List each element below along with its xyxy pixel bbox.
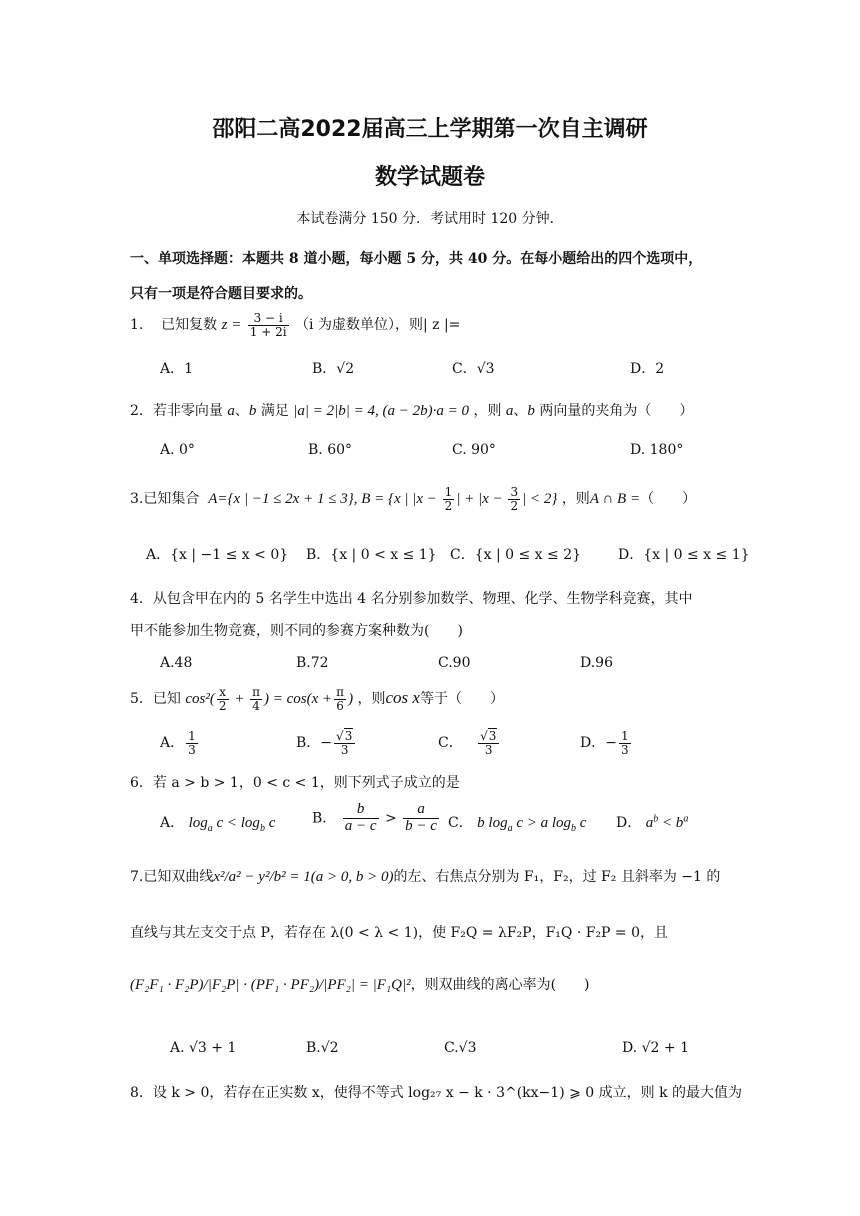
q5-option-b[interactable]: B．− $\frac{√3}{3}$	[296, 730, 357, 756]
fraction: $\frac{3 - i}{1 + 2i}$	[249, 311, 287, 339]
question-5: 5．已知 cos²( $\frac{x}{2}$ + $\frac{\pi}{4}$ ) = cos(x + $\frac{\pi}{6}$ ) ，则cos x等于（ ）	[130, 685, 504, 713]
exam-info: 本试卷满分 150 分．考试用时 120 分钟．	[296, 211, 564, 227]
question-7-line1: 7.已知双曲线x²/a² − y²/b² = 1(a > 0, b > 0)的左、右焦点分别为 F₁，F₂，过 F₂ 且斜率为 −1 的	[130, 869, 721, 885]
q6-option-b[interactable]: B． $\frac{b}{a - c}$ > $\frac{a}{b - c}$	[312, 801, 437, 834]
question-7-line2: 直线与其左支交于点 P，若存在 λ(0 < λ < 1)，使 F₂Q = λF₂P，F₁Q · F₂P = 0，且	[130, 925, 669, 941]
q2-option-d[interactable]: D. 180°	[630, 442, 684, 458]
q1-option-b[interactable]: B．√2	[312, 361, 355, 377]
q2-option-c[interactable]: C. 90°	[452, 442, 496, 458]
q5-option-a[interactable]: A． $\frac{1}{3}$	[160, 729, 196, 757]
q7-option-b[interactable]: B.√2	[306, 1040, 339, 1056]
section-heading-line2: 只有一项是符合题目要求的。	[130, 286, 312, 302]
q3-option-a[interactable]: A．{x | −1 ≤ x < 0}	[146, 547, 289, 563]
q2-option-b[interactable]: B. 60°	[308, 442, 353, 458]
q3-option-d[interactable]: D．{x | 0 ≤ x ≤ 1}	[618, 547, 750, 563]
exam-title: 邵阳二高2022届高三上学期第一次自主调研	[212, 117, 648, 142]
q4-option-d[interactable]: D.96	[580, 655, 613, 671]
q4-option-a[interactable]: A.48	[160, 655, 193, 671]
q7-option-c[interactable]: C.√3	[444, 1040, 477, 1056]
q5-option-c[interactable]: C． $\frac{√3}{3}$	[438, 730, 501, 756]
question-1: 1. 已知复数 z = $\frac{3 - i}{1 + 2i}$ （i 为虚数单位），则| z |=	[130, 311, 461, 339]
q4-option-b[interactable]: B.72	[296, 655, 329, 671]
q6-option-d[interactable]: D． $a^b < b^a$	[616, 813, 689, 831]
question-6: 6．若 a > b > 1，0 < c < 1，则下列式子成立的是	[130, 775, 460, 791]
q6-option-a[interactable]: A． $\log_a c < \log_b c$	[160, 815, 276, 834]
q1-option-a[interactable]: A．1	[160, 361, 194, 377]
question-7-line3: (F₂F₁ · F₂P)/|F₂P| · (PF₁ · PF₂)/|PF₂| = |F₁Q|²，则双曲线的离心率为( )	[130, 977, 590, 993]
q7-option-a[interactable]: A. √3 + 1	[170, 1040, 237, 1056]
q4-option-c[interactable]: C.90	[438, 655, 471, 671]
q2-option-a[interactable]: A. 0°	[160, 442, 195, 458]
question-3: 3.已知集合 A={x | −1 ≤ 2x + 1 ≤ 3}, B = {x | |x − $\frac{1}{2}$ | + |x − $\frac{3}{2}$ | < 2} ，则A ∩ B =（ ）	[130, 485, 697, 513]
q3-option-b[interactable]: B．{x | 0 < x ≤ 1}	[306, 547, 437, 563]
q7-option-d[interactable]: D. √2 + 1	[622, 1040, 689, 1056]
q5-option-d[interactable]: D．− $\frac{1}{3}$	[580, 729, 629, 757]
question-2: 2．若非零向量 a、b 满足 |a| = 2|b| = 4, (a − 2b)·a = 0 ，则 a、b 两向量的夹角为（ ）	[130, 403, 694, 419]
q3-option-c[interactable]: C．{x | 0 ≤ x ≤ 2}	[450, 547, 582, 563]
q1-option-c[interactable]: C．√3	[452, 361, 495, 377]
q6-option-c[interactable]: C． b $\log_a c > a$ $\log_b c$	[448, 815, 587, 834]
question-4-line1: 4．从包含甲在内的 5 名学生中选出 4 名分别参加数学、物理、化学、生物学科竞赛，其中	[130, 591, 693, 607]
q1-option-d[interactable]: D．2	[630, 361, 665, 377]
section-heading-line1: 一、单项选择题：本题共 8 道小题，每小题 5 分，共 40 分。在每小题给出的四个选项中，	[130, 251, 703, 267]
question-8: 8．设 k > 0，若存在正实数 x，使得不等式 log₂₇ x − k · 3^(kx−1) ⩾ 0 成立，则 k 的最大值为	[130, 1085, 743, 1101]
question-4-line2: 甲不能参加生物竞赛，则不同的参赛方案种数为( )	[130, 623, 463, 639]
exam-subtitle: 数学试题卷	[374, 165, 485, 190]
